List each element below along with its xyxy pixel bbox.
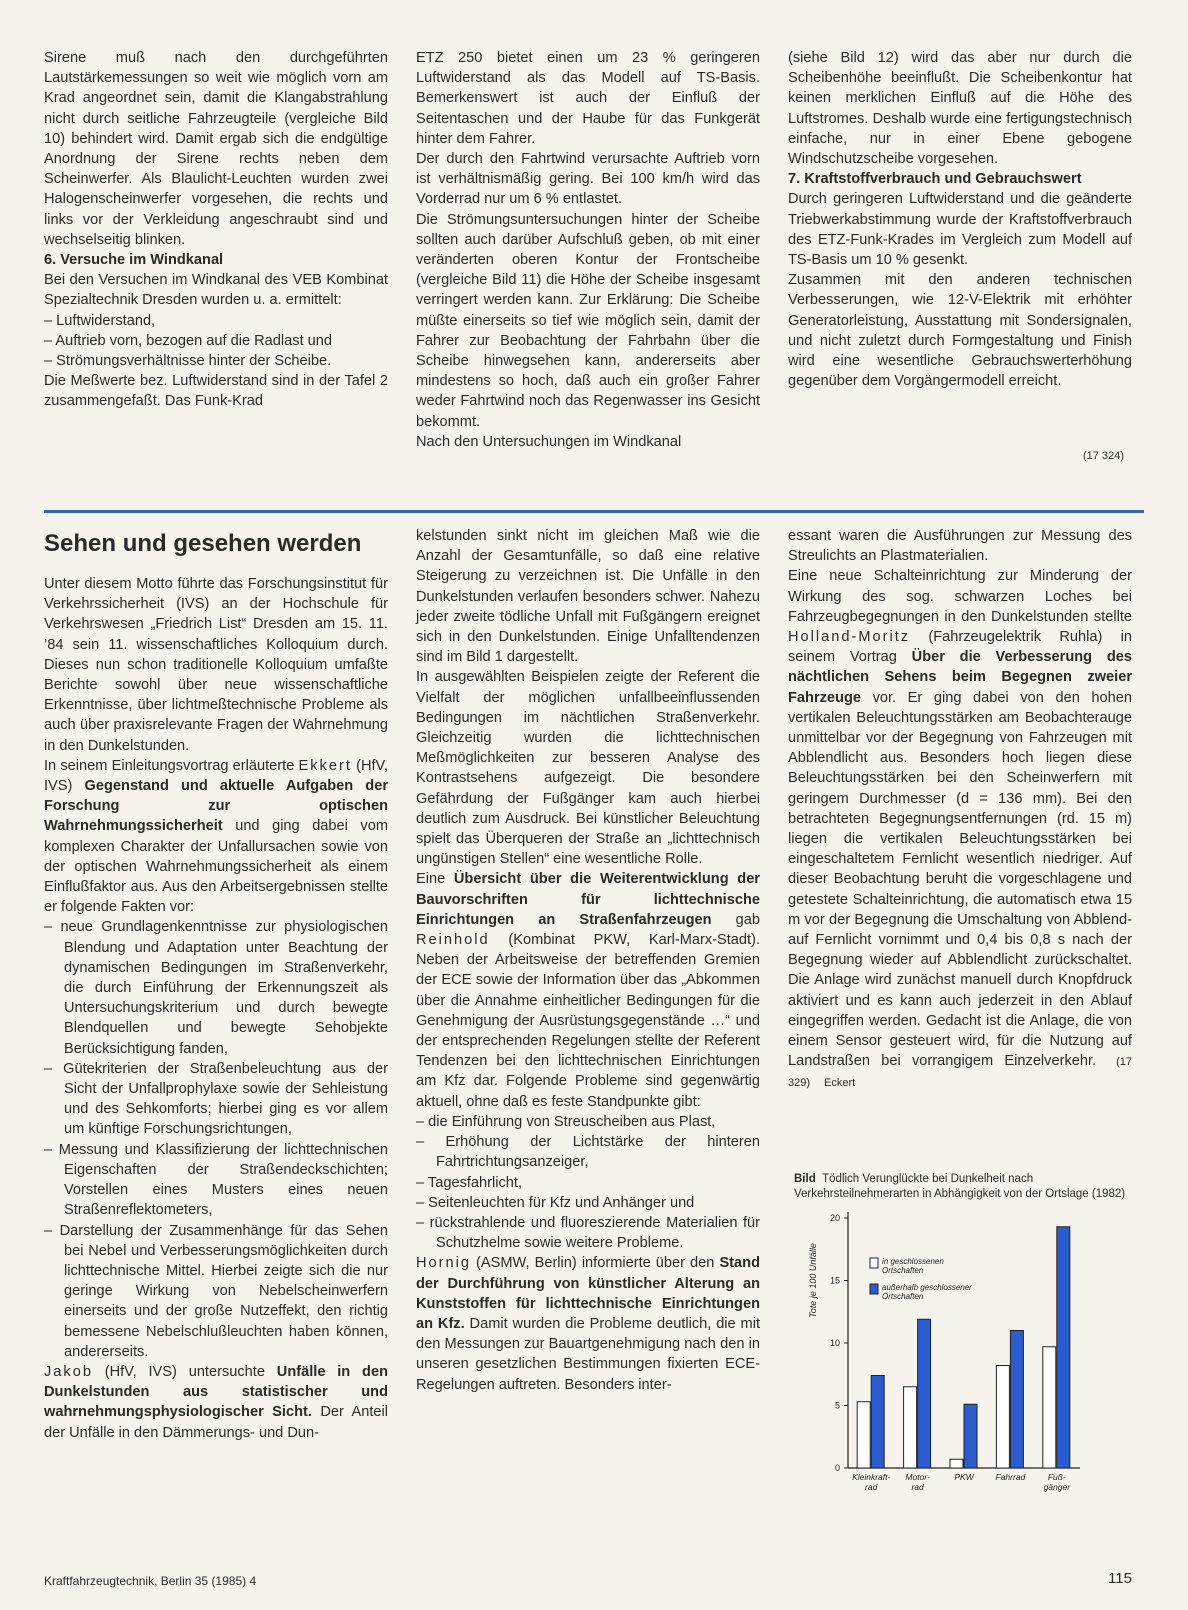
- list-item: – die Einführung von Streuscheiben aus Plast,: [416, 1112, 760, 1132]
- list-item: – Tagesfahrlicht,: [416, 1173, 760, 1193]
- bar-outside: [918, 1319, 931, 1468]
- author-name: Reinhold: [416, 932, 490, 949]
- bar-inside: [904, 1387, 917, 1468]
- top-column-3: [788, 48, 1132, 391]
- x-tick-label: Motor-: [905, 1472, 930, 1482]
- bar-outside: [1010, 1331, 1023, 1469]
- talk-title: Über die Verbesserung des nächtlichen Sehens beim Begegnen zweier Fahrzeuge: [788, 649, 1132, 706]
- y-tick-label: 10: [829, 1338, 840, 1348]
- legend-label: außerhalb geschlossener: [882, 1283, 972, 1292]
- paragraph: Die Meßwerte bez. Luftwiderstand sind in der Tafel 2 zusammengefaßt. Das Funk-Krad: [44, 373, 388, 410]
- y-axis-label: Tote je 100 Unfälle: [808, 1243, 818, 1318]
- figure-label: Bild: [794, 1173, 816, 1185]
- list-item: – Auftrieb vorn, bezogen auf die Radlast und: [44, 331, 388, 351]
- paragraph: In ausgewählten Beispielen zeigte der Referent die Vielfalt der möglichen unfallbeeinflussenden Bedingungen im nächtlichen Straßenverkehr. Gleichzeitig wurden die lichttechnischen Meßmöglichkeiten zur besseren Analyse des Kontrastsehens aufgezeigt. Die besondere Gefährdung der Fußgänger kam auch hierbei deutlich zum Ausdruck. Bei künstlicher Beleuchtung spielt das Überqueren der Straße an „lichttechnisch ungünstigen Stellen“ eine wesentliche Rolle.: [416, 669, 760, 868]
- page-number: 115: [1108, 1570, 1132, 1587]
- author-name: Holland-Moritz: [788, 629, 911, 646]
- author-name: Ekkert: [298, 757, 352, 774]
- bullet-list: [44, 311, 388, 372]
- bar-outside: [1057, 1227, 1070, 1468]
- paragraph-ekkert: In seinem Einleitungsvortrag erläuterte Ekkert (HfV, IVS) Gegenstand und aktuelle Aufgaben der Forschung zur optischen Wahrnehmungssicherheit und ging dabei vom komplexen Charakter der Unfallursachen sowie von der optischen Wahrnehmungssicherheit als einem Einflußfaktor aus. Aus den Arbeitsergebnissen stellte er folgende Fakten vor:: [44, 757, 388, 916]
- bar-outside: [964, 1404, 977, 1468]
- paragraph: Durch geringeren Luftwiderstand und die geänderte Triebwerkabstimmung wurde der Kraftstoffverbrauch des ETZ-Funk-Krades im Vergleich zum Modell auf TS-Basis um 10 % gesenkt.: [788, 191, 1132, 269]
- journal-footer: Kraftfahrzeugtechnik, Berlin 35 (1985) 4: [44, 1574, 257, 1588]
- x-tick-label: gänger: [1043, 1482, 1071, 1492]
- article-column-3: [788, 526, 1132, 1094]
- x-tick-label: rad: [865, 1482, 878, 1492]
- bar-inside: [1043, 1347, 1056, 1468]
- list-item: – rückstrahlende und fluoreszierende Materialien für Schutzhelme sowie weitere Probleme.: [416, 1213, 760, 1253]
- section-divider: [44, 510, 1144, 513]
- article-column-1: [44, 574, 388, 1443]
- paragraph: kelstunden sinkt nicht im gleichen Maß wie die Anzahl der Gesamtunfälle, so daß eine relative Steigerung zu verzeichnen ist. Die Unfälle in den Dunkelstunden verlaufen besonders schwer. Nahezu jeder zweite tödliche Unfall mit Fußgängern ereignet sich in den Dunkelstunden. Einige Unfalltendenzen sind im Bild 1 dargestellt.: [416, 528, 760, 666]
- bar-outside: [871, 1376, 884, 1469]
- facts-list: [44, 917, 388, 1361]
- problems-list: [416, 1112, 760, 1253]
- talk-title: Stand der Durchführung von künstlicher Alterung an Kunststoffen für lichttechnische Einrichtungen an Kfz.: [416, 1255, 760, 1332]
- y-tick-label: 15: [829, 1275, 840, 1286]
- article-headline: Sehen und gesehen werden: [44, 530, 362, 557]
- paragraph: Bei den Versuchen im Windkanal des VEB Kombinat Spezialtechnik Dresden wurden u. a. ermittelt:: [44, 272, 388, 309]
- author-name: Hornig: [416, 1255, 471, 1272]
- top-column-2: [416, 48, 760, 452]
- article-author: Eckert: [824, 1077, 856, 1090]
- bar-inside: [950, 1459, 963, 1468]
- list-item: – Seitenleuchten für Kfz und Anhänger und: [416, 1193, 760, 1213]
- paragraph-holland-moritz: Eine neue Schalteinrichtung zur Minderung der Wirkung des sog. schwarzen Loches bei Fahrzeugbegegnungen in den Dunkelstunden stellte Holland-Moritz (Fahrzeugelektrik Ruhla) in seinem Vortrag Über die Verbesserung des nächtlichen Sehens beim Begegnen zweier Fahrzeuge vor. Er ging dabei von den hohen vertikalen Beleuchtungsstärken am Beobachterauge unmittelbar vor der Begegnung von Fahrzeugen mit Abblendlicht aus. Besonders hoch liegen diese Beleuchtungsstärken bei den Scheinwerfern mit geringem Durchmesser (d = 136 mm). Bei den betrachteten Begegnungsentfernungen (rd. 15 m) liegen die vertikalen Beleuchtungsstärken bei eingeschaltetem Fernlicht wesentlich niedriger. Auf dieser Beobachtung beruht die vorgeschlagene und getestete Schalteinrichtung, die automatisch etwa 15 m vor der Begegnung die Umschaltung von Abblend- auf Fernlicht vornimmt und 0,4 bis 0,8 s nach der Begegnung wieder auf Abblendlicht zurückschaltet. Die Anlage wird zunächst manuell durch Knopfdruck aktiviert und es kann auch jederzeit in den Ablauf eingegriffen werden. Gedacht ist die Anlage, die von einem Sensor gesteuert wird, für die Nutzung auf Landstraßen bei vorrangigem Einzelverkehr. (17 329) Eckert: [788, 568, 1132, 1090]
- legend-label: Ortschaften: [882, 1292, 924, 1301]
- x-tick-label: PKW: [954, 1472, 974, 1482]
- paragraph-hornig: Hornig (ASMW, Berlin) informierte über den Stand der Durchführung von künstlicher Alterung an Kunststoffen für lichttechnische Einrichtungen an Kfz. Damit wurden die Probleme deutlich, die mit den Messungen zur Bauartgenehmigung nach den in unseren gesetzlichen Bestimmungen fixierten ECE-Regelungen auftreten. Besonders inter-: [416, 1255, 761, 1393]
- bar-chart: [790, 1210, 1090, 1550]
- legend-swatch: [870, 1258, 878, 1268]
- talk-title: Unfälle in den Dunkelstunden aus statistischer und wahrnehmungsphysiologischer Sicht.: [44, 1363, 388, 1421]
- paragraph-reinhold: Eine Übersicht über die Weiterentwicklung der Bauvorschriften für lichttechnische Einrichtungen an Straßenfahrzeugen gab Reinhold (Kombinat PKW, Karl-Marx-Stadt). Neben der Arbeitsweise der betreffenden Gremien der ECE sowie der Information über das „Abkommen über die Annahme einheitlicher Bedingungen für die Genehmigung der Ausrüstungsgegenstände …“ und der entsprechenden Regelungen stellte der Referent Tendenzen bei den lichttechnischen Einrichtungen am Kfz dar. Folgende Probleme sind gegenwärtig aktuell, ohne daß es feste Standpunkte gibt:: [416, 871, 761, 1110]
- figure-caption: Bild Tödlich Verunglückte bei Dunkelheit nach Verkehrsteilnehmerarten in Abhängigkeit von der Ortslage (1982): [794, 1173, 1126, 1200]
- paragraph-jakob: Jakob (HfV, IVS) untersuchte Unfälle in den Dunkelstunden aus statistischer und wahrnehmungsphysiologischer Sicht. Der Anteil der Unfälle in den Dämmerungs- und Dun-: [44, 1363, 388, 1441]
- paragraph: ETZ 250 bietet einen um 23 % geringeren Luftwiderstand als das Modell auf TS-Basis. Bemerkenswert ist auch der Einfluß der Seitentaschen und der Haube für das Funkgerät hinter dem Fahrer.: [416, 50, 760, 147]
- top-column-1: [44, 48, 388, 412]
- x-tick-label: Fuß-: [1047, 1472, 1066, 1482]
- x-tick-label: Kleinkraft-: [852, 1472, 891, 1482]
- paragraph: Der durch den Fahrtwind verursachte Auftrieb vorn ist verhältnismäßig gering. Bei 100 km/h wird das Vorderrad nur um 6 % entlastet.: [416, 151, 760, 208]
- paragraph: Zusammen mit den anderen technischen Verbesserungen, wie 12-V-Elektrik mit erhöhter Generatorleistung, Ausstattung mit Sondersignalen, und nicht zuletzt durch Formgestaltung und Finish wird eine wesentliche Gebrauchswerterhöhung gegenüber dem Vorgängermodell erreicht.: [788, 272, 1132, 390]
- paragraph: (siehe Bild 12) wird das aber nur durch die Scheibenhöhe beeinflußt. Die Scheibenkontur hat keinen merklichen Einfluß auf die Höhe des Luftstromes. Deshalb wurde eine fertigungstechnisch einfache, nur in einer Ebene gebogene Windschutzscheibe vorgesehen.: [788, 50, 1132, 168]
- author-name: Jakob: [44, 1363, 93, 1380]
- list-item: – Luftwiderstand,: [44, 311, 388, 331]
- x-tick-label: rad: [911, 1482, 924, 1492]
- list-item: – Erhöhung der Lichtstärke der hinteren Fahrtrichtungsanzeiger,: [416, 1132, 760, 1172]
- paragraph: essant waren die Ausführungen zur Messung des Streulichts an Plastmaterialien.: [788, 528, 1132, 565]
- y-tick-label: 5: [834, 1400, 840, 1411]
- paragraph: Die Strömungsuntersuchungen hinter der Scheibe sollten auch darüber Aufschluß geben, ob mit einer veränderten oberen Kontur der Frontscheibe (vergleiche Bild 11) die Höhe der Scheibe insgesamt verringert werden kann. Zur Erklärung: Die Scheibe müßte einerseits so tief wie möglich sein, damit der Fahrer zur Beobachtung der Fahrbahn über die Scheibe hinwegsehen kann, andererseits aber mindestens so hoch, daß auch ein großer Fahrer weder Fahrtwind noch das Regenwasser ins Gesicht bekommt.: [416, 211, 760, 430]
- article-reference-number: (17 329): [788, 1056, 1132, 1090]
- list-item: – Darstellung der Zusammenhänge für das Sehen bei Nebel und Verbesserungsmöglichkeiten durch lichttechnische Mittel. Hierbei zeigte sich die nur geringe Wirkung von Nebelscheinwerfern einerseits und der große Nutzeffekt, den richtig bemessene Nebelschlußleuchten haben können, andererseits.: [44, 1221, 388, 1362]
- x-tick-label: Fahrrad: [995, 1472, 1026, 1482]
- article-column-2: [416, 526, 760, 1395]
- talk-title: Gegenstand und aktuelle Aufgaben der Forschung zur optischen Wahrnehmungssicherheit: [44, 778, 388, 835]
- talk-title: Übersicht über die Weiterentwicklung der Bauvorschriften für lichttechnische Einrichtungen an Straßenfahrzeugen: [416, 871, 760, 928]
- list-item: – Messung und Klassifizierung der lichttechnischen Eigenschaften der Straßendeckschichten; Vorstellen eines Musters eines neuen Straßenreflektometers,: [44, 1140, 388, 1221]
- list-item: – Strömungsverhältnisse hinter der Scheibe.: [44, 351, 388, 371]
- top-reference-number: (17 324): [1083, 450, 1124, 462]
- intro-paragraph: Unter diesem Motto führte das Forschungsinstitut für Verkehrssicherheit (IVS) an der Hochschule für Verkehrswesen „Friedrich List“ Dresden am 15. 11. ’84 sein 11. wissenschaftliches Kolloquium durch. Dieses nun schon traditionelle Kolloquium umfaßte Berichte sowohl über neue wissenschaftliche Erkenntnisse, über lichtmeßtechnische Probleme als auch über praxisrelevante Fragen der Wahrnehmung in den Dunkelstunden.: [44, 576, 388, 754]
- section-heading: 6. Versuche im Windkanal: [44, 252, 224, 269]
- paragraph: Nach den Untersuchungen im Windkanal: [416, 433, 682, 450]
- y-tick-label: 0: [834, 1463, 840, 1473]
- bar-inside: [857, 1402, 870, 1468]
- legend-swatch: [870, 1284, 878, 1294]
- legend-label: Ortschaften: [882, 1266, 924, 1275]
- list-item: – Gütekriterien der Straßenbeleuchtung aus der Sicht der Unfallprophylaxe sowie der Sehleistung und des Sehkomforts; hierbei ging es vor allem um künftige Forschungsrichtungen,: [44, 1059, 388, 1140]
- bar-inside: [996, 1366, 1009, 1469]
- paragraph: Sirene muß nach den durchgeführten Lautstärkemessungen so weit wie möglich vorn am Krad angeordnet sein, damit die Klangabstrahlung nicht durch seitliche Fahrzeugteile (vergleiche Bild 10) behindert wird. Damit ergab sich die endgültige Anordnung der Sirene rechts neben dem Scheinwerfer. Als Blaulicht-Leuchten wurden zwei Halogenscheinwerfer vorgesehen, die rechts und links vor der Verkleidung angeschraubt sind und wechselseitig blinken.: [44, 50, 388, 248]
- legend-label: in geschlossenen: [882, 1257, 944, 1266]
- y-tick-label: 20: [829, 1213, 840, 1223]
- section-heading: 7. Kraftstoffverbrauch und Gebrauchswert: [788, 171, 1082, 188]
- list-item: – neue Grundlagenkenntnisse zur physiologischen Blendung und Adaptation unter Beachtung der dynamischen Bedingungen im Straßenverkehr, die durch Einführung der Erkennungszeit als Untersuchungskriterium und durch bewegte Blendquellen und bewegte Sehobjekte Berücksichtigung fanden,: [44, 917, 388, 1058]
